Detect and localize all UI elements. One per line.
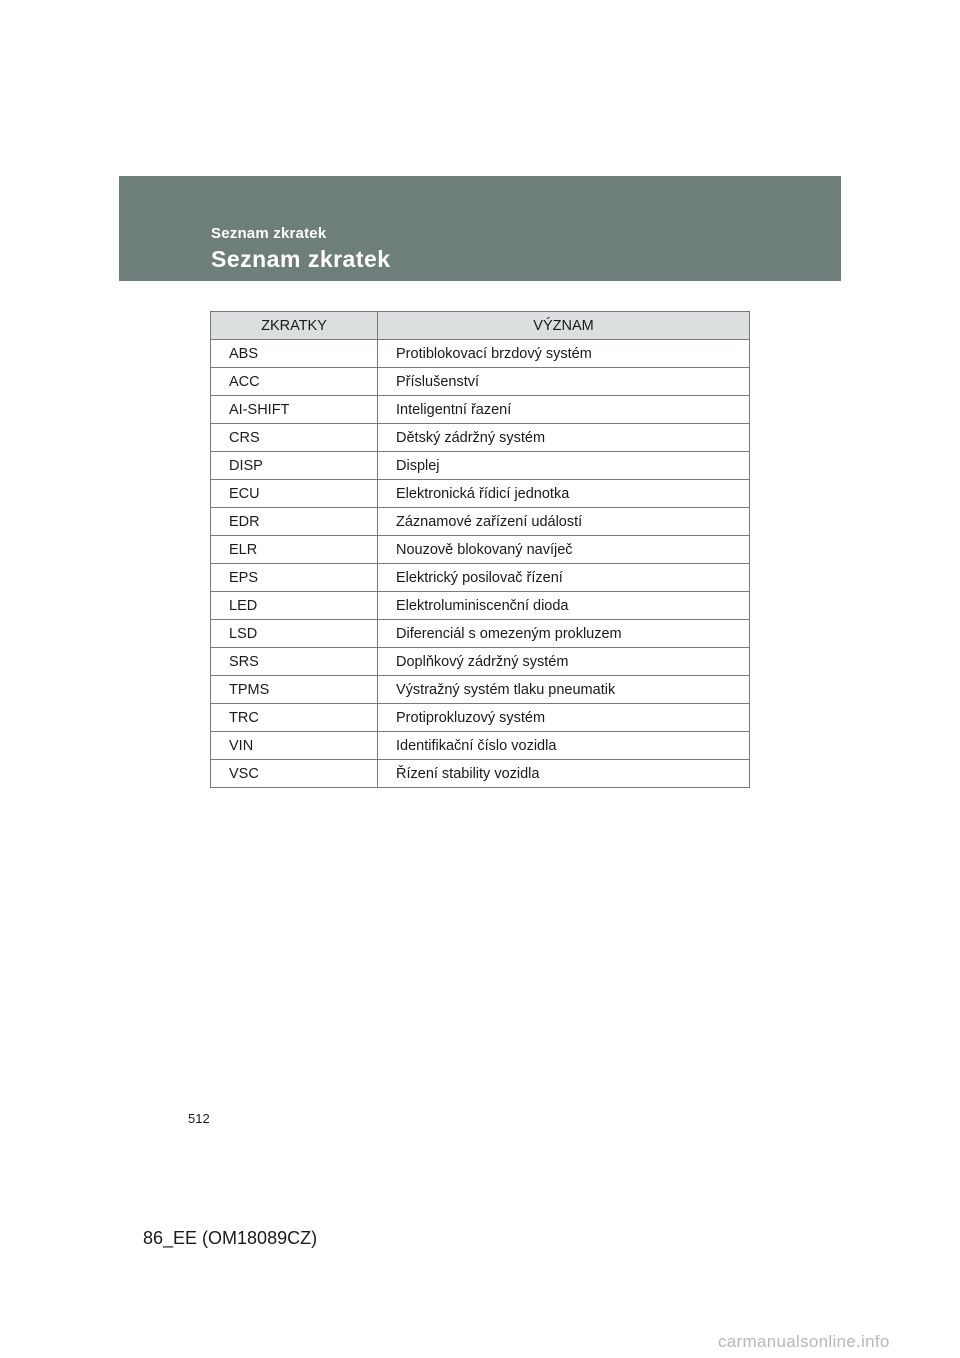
table-row [211,396,750,424]
abbreviation-cell: AI-SHIFT [211,396,378,424]
page-title: Seznam zkratek [211,246,391,272]
column-header-abbreviations: ZKRATKY [211,312,378,340]
table-row [211,620,750,648]
table-row [211,368,750,396]
abbreviation-cell: ECU [211,480,378,508]
table-row [211,592,750,620]
table-row [211,340,750,368]
abbreviation-cell: SRS [211,648,378,676]
table-row [211,452,750,480]
abbreviation-cell: TPMS [211,676,378,704]
table-row [211,648,750,676]
table-row [211,564,750,592]
meaning-cell: Řízení stability vozidla [378,760,750,788]
section-header-band [119,176,841,281]
abbreviation-cell: ELR [211,536,378,564]
meaning-cell: Elektroluminiscenční dioda [378,592,750,620]
table-row [211,760,750,788]
document-code: 86_EE (OM18089CZ) [143,1228,318,1248]
abbreviations-table [210,311,750,788]
meaning-cell: Identifikační číslo vozidla [378,732,750,760]
table-row [211,676,750,704]
abbreviation-cell: DISP [211,452,378,480]
table-row [211,480,750,508]
section-label: Seznam zkratek [211,225,327,242]
meaning-cell: Diferenciál s omezeným prokluzem [378,620,750,648]
page-number: 512 [188,1111,210,1126]
abbreviation-cell: ABS [211,340,378,368]
table-header-row [211,312,750,340]
abbreviation-cell: TRC [211,704,378,732]
abbreviation-cell: VIN [211,732,378,760]
meaning-cell: Záznamové zařízení událostí [378,508,750,536]
table-row [211,508,750,536]
meaning-cell: Displej [378,452,750,480]
meaning-cell: Elektrický posilovač řízení [378,564,750,592]
abbreviation-cell: ACC [211,368,378,396]
meaning-cell: Příslušenství [378,368,750,396]
table-row [211,536,750,564]
abbreviation-cell: LED [211,592,378,620]
meaning-cell: Dětský zádržný systém [378,424,750,452]
meaning-cell: Protiblokovací brzdový systém [378,340,750,368]
abbreviation-cell: EDR [211,508,378,536]
table-row [211,704,750,732]
meaning-cell: Inteligentní řazení [378,396,750,424]
meaning-cell: Doplňkový zádržný systém [378,648,750,676]
abbreviation-cell: LSD [211,620,378,648]
abbreviation-cell: CRS [211,424,378,452]
table-row [211,424,750,452]
meaning-cell: Výstražný systém tlaku pneumatik [378,676,750,704]
meaning-cell: Protiprokluzový systém [378,704,750,732]
abbreviation-cell: EPS [211,564,378,592]
meaning-cell: Nouzově blokovaný navíječ [378,536,750,564]
column-header-meaning: VÝZNAM [378,312,750,340]
table-row [211,732,750,760]
abbreviation-cell: VSC [211,760,378,788]
watermark: carmanualsonline.info [718,1332,890,1351]
meaning-cell: Elektronická řídicí jednotka [378,480,750,508]
